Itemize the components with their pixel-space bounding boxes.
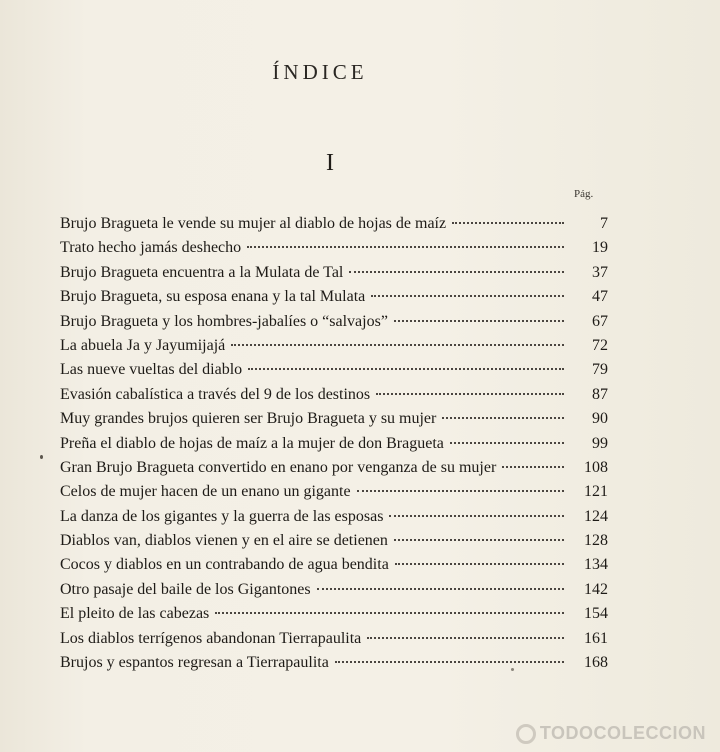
toc-entry (60, 212, 608, 236)
dot-leader (335, 661, 564, 663)
toc-entry (60, 261, 608, 285)
toc-entry (60, 578, 608, 602)
toc-entry (60, 236, 608, 260)
dot-leader (442, 417, 564, 419)
paper-speck (40, 455, 43, 459)
toc-entry-page: 19 (592, 239, 608, 257)
toc-entry (60, 383, 608, 407)
dot-leader (371, 295, 564, 297)
toc-entry-page: 154 (584, 605, 608, 623)
toc-entry (60, 334, 608, 358)
toc-entry-title: Muy grandes brujos quieren ser Brujo Bragueta y su mujer (60, 410, 437, 428)
toc-entry-title: Otro pasaje del baile de los Gigantones (60, 580, 311, 598)
toc-entry-title: Brujo Bragueta le vende su mujer al diablo de hojas de maíz (60, 215, 447, 232)
toc-entry-page: 99 (592, 434, 608, 452)
dot-leader (394, 539, 564, 541)
toc-entry-title: Gran Brujo Bragueta convertido en enano por venganza de su mujer (60, 458, 497, 476)
dot-leader (247, 246, 564, 248)
dot-leader (502, 466, 564, 468)
toc-entry-page: 67 (592, 312, 608, 330)
watermark-text: TODOCOLECCION (539, 723, 706, 743)
watermark-logo-icon (516, 724, 536, 744)
toc-entry (60, 627, 608, 651)
toc-entry-page: 134 (584, 556, 608, 574)
dot-leader (376, 393, 564, 395)
toc-entry (60, 602, 608, 626)
dot-leader (231, 344, 564, 346)
toc-entry-page: 87 (592, 385, 608, 403)
page-column-header: Pág. (574, 188, 594, 200)
toc-entry (60, 651, 608, 675)
table-of-contents (60, 212, 608, 675)
toc-entry-page: 90 (592, 410, 608, 428)
watermark (516, 723, 706, 744)
toc-entry-page: 79 (592, 361, 608, 379)
toc-entry (60, 480, 608, 504)
toc-entry-page: 37 (592, 263, 608, 281)
toc-entry (60, 432, 608, 456)
toc-entry-page: 121 (584, 483, 608, 501)
dot-leader (215, 612, 564, 614)
dot-leader (389, 515, 564, 517)
toc-entry-page: 7 (600, 215, 608, 232)
toc-entry-title: Brujo Bragueta, su esposa enana y la tal Mulata (60, 288, 366, 306)
toc-entry-title: El pleito de las cabezas (60, 605, 210, 623)
dot-leader (248, 368, 564, 370)
toc-entry (60, 529, 608, 553)
dot-leader (394, 320, 564, 322)
toc-entry-title: Preña el diablo de hojas de maíz a la mujer de don Bragueta (60, 434, 444, 452)
toc-entry-title: Celos de mujer hacen de un enano un gigante (60, 483, 351, 501)
toc-entry-title: Cocos y diablos en un contrabando de agua bendita (60, 556, 389, 574)
toc-entry-title: Evasión cabalística a través del 9 de los destinos (60, 385, 371, 403)
toc-entry-title: Brujo Bragueta encuentra a la Mulata de Tal (60, 263, 344, 281)
toc-entry-title: La abuela Ja y Jayumijajá (60, 336, 226, 354)
dot-leader (452, 222, 564, 224)
toc-entry-page: 47 (592, 288, 608, 306)
toc-entry (60, 407, 608, 431)
toc-entry-page: 161 (584, 629, 608, 647)
dot-leader (450, 442, 564, 444)
toc-entry-title: Los diablos terrígenos abandonan Tierrapaulita (60, 629, 362, 647)
toc-entry-title: Las nueve vueltas del diablo (60, 361, 243, 379)
dot-leader (367, 637, 564, 639)
section-numeral: I (326, 150, 334, 176)
toc-entry (60, 285, 608, 309)
toc-entry-title: Brujos y espantos regresan a Tierrapaulita (60, 654, 329, 672)
toc-entry-title: Diablos van, diablos vienen y en el aire se detienen (60, 532, 388, 550)
dot-leader (317, 588, 564, 590)
toc-entry (60, 358, 608, 382)
toc-entry-page: 108 (584, 458, 608, 476)
toc-entry (60, 310, 608, 334)
toc-entry (60, 505, 608, 529)
toc-entry-page: 128 (584, 532, 608, 550)
toc-entry-title: Trato hecho jamás deshecho (60, 239, 242, 257)
toc-entry (60, 553, 608, 577)
index-heading: ÍNDICE (272, 60, 368, 84)
paper-speck (511, 668, 514, 671)
toc-entry-page: 72 (592, 336, 608, 354)
toc-entry-page: 168 (584, 654, 608, 672)
toc-entry-title: Brujo Bragueta y los hombres-jabalíes o “salvajos” (60, 312, 388, 330)
toc-entry-page: 142 (584, 580, 608, 598)
dot-leader (357, 490, 564, 492)
toc-entry (60, 456, 608, 480)
toc-entry-title: La danza de los gigantes y la guerra de las esposas (60, 507, 384, 525)
dot-leader (395, 563, 564, 565)
dot-leader (349, 271, 564, 273)
toc-entry-page: 124 (584, 507, 608, 525)
